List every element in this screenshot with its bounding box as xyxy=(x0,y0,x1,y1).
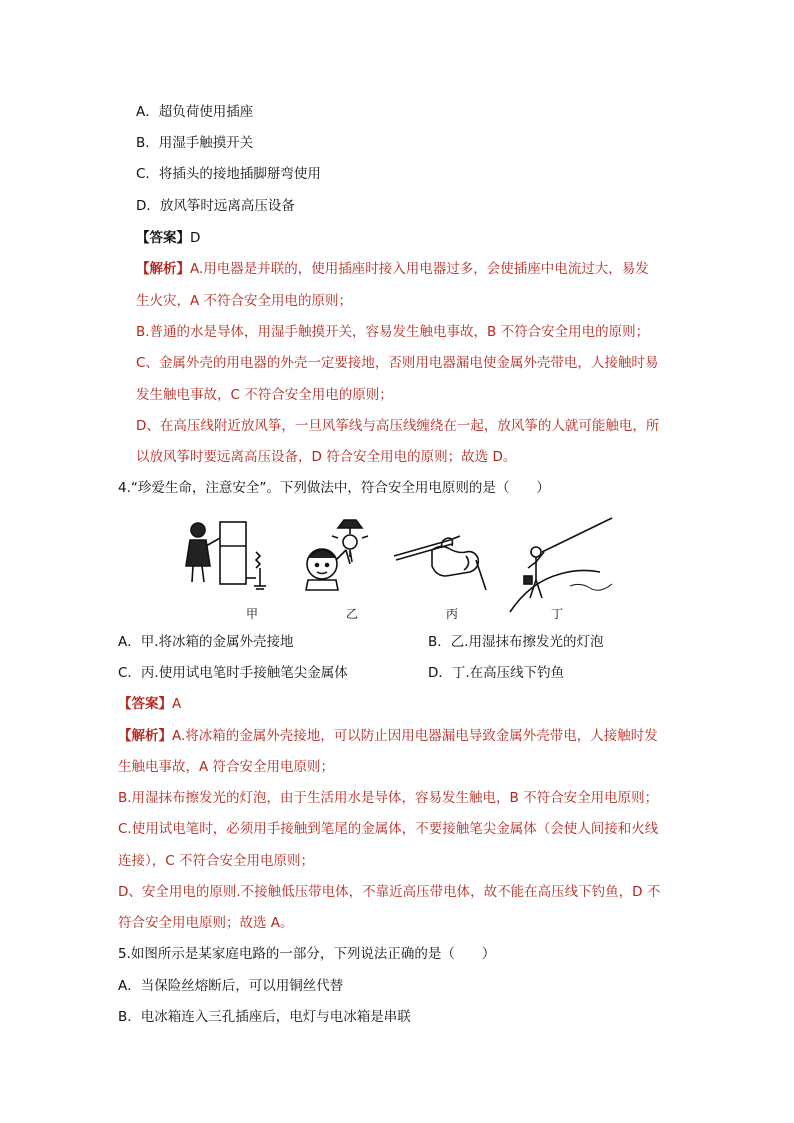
q4-option-d: D．丁.在高压线下钓鱼 xyxy=(428,665,565,681)
fisherman-illustration xyxy=(510,518,612,612)
q3-analysis-line-1 xyxy=(136,259,649,279)
q5-option-a: A．当保险丝熔断后，可以用铜丝代替 xyxy=(118,978,344,994)
q4-analysis-line-3: B.用湿抹布擦发光的灯泡，由于生活用水是导体，容易发生触电，B 不符合安全用电原则； xyxy=(118,790,659,806)
q3-analysis-line-4: C、金属外壳的用电器的外壳一定要接地，否则用电器漏电使金属外壳带电，人接触时易 xyxy=(136,355,659,371)
q3-option-d: D．放风筝时远离高压设备 xyxy=(136,198,295,214)
q4-answer xyxy=(118,694,181,714)
q3-option-b: B．用湿手触摸开关 xyxy=(136,135,254,151)
q4-analysis-line-1 xyxy=(118,726,658,746)
q4-answer-value: A xyxy=(172,696,182,712)
q3-analysis-line-2: 生火灾，A 不符合安全用电的原则； xyxy=(136,293,353,309)
q3-analysis-text-1: A.用电器是并联的，使用插座时接入用电器过多，会使插座中电流过大，易发 xyxy=(190,261,649,277)
q4-stem: 4.“珍爱生命，注意安全”。下列做法中，符合安全用电原则的是（ ） xyxy=(118,480,550,496)
q4-analysis-line-6: D、安全用电的原则.不接触低压带电体，不靠近高压带电体，故不能在高压线下钓鱼，D 不 xyxy=(118,884,661,900)
q4-option-a: A．甲.将冰箱的金属外壳接地 xyxy=(118,634,294,650)
q4-analysis-line-5: 连接），C 不符合安全用电原则； xyxy=(118,853,314,869)
q3-analysis-label: 【解析】 xyxy=(136,261,190,277)
figure-label-bing: 丙 xyxy=(446,607,459,621)
q4-analysis-line-2: 生触电事故，A 符合安全用电原则； xyxy=(118,759,335,775)
q4-analysis-line-7: 符合安全用电原则；故选 A。 xyxy=(118,915,294,931)
q3-option-a: A．超负荷使用插座 xyxy=(136,104,254,120)
q3-answer-value: D xyxy=(190,230,201,246)
figure-label-jia: 甲 xyxy=(246,607,259,621)
q3-analysis-line-5: 发生触电事故，C 不符合安全用电的原则； xyxy=(136,387,393,403)
q5-stem: 5.如图所示是某家庭电路的一部分，下列说法正确的是（ ） xyxy=(118,946,496,962)
q3-option-c: C．将插头的接地插脚掰弯使用 xyxy=(136,166,321,182)
figure-label-ding: 丁 xyxy=(551,607,564,621)
test-pen-hand-illustration xyxy=(394,536,486,590)
q3-analysis-line-6: D、在高压线附近放风筝，一旦风筝线与高压线缠绕在一起，放风筝的人就可能触电，所 xyxy=(136,418,660,434)
q3-answer-label: 【答案】 xyxy=(136,230,190,246)
q4-analysis-label: 【解析】 xyxy=(118,728,172,744)
q5-option-b: B．电冰箱连入三孔插座后，电灯与电冰箱是串联 xyxy=(118,1009,411,1025)
q3-analysis-line-7: 以放风筝时要远离高压设备，D 符合安全用电的原则；故选 D。 xyxy=(136,449,517,465)
q4-answer-label: 【答案】 xyxy=(118,696,172,712)
q4-figures xyxy=(180,516,620,620)
q4-option-c: C．丙.使用试电笔时手接触笔尖金属体 xyxy=(118,665,348,681)
q4-option-b: B．乙.用湿抹布擦发光的灯泡 xyxy=(428,634,604,650)
q4-analysis-line-4: C.使用试电笔时，必须用手接触到笔尾的金属体，不要接触笔尖金属体（会使人间接和火线 xyxy=(118,821,659,837)
bulb-boy-illustration xyxy=(306,520,368,590)
q3-analysis-line-3: B.普通的水是导体，用湿手触摸开关，容易发生触电事故，B 不符合安全用电的原则； xyxy=(136,324,650,340)
figure-label-yi: 乙 xyxy=(346,607,359,621)
q4-analysis-text-1: A.将冰箱的金属外壳接地，可以防止因用电器漏电导致金属外壳带电，人接触时发 xyxy=(172,728,658,744)
fridge-girl-illustration xyxy=(186,522,266,589)
q3-answer xyxy=(136,228,200,248)
